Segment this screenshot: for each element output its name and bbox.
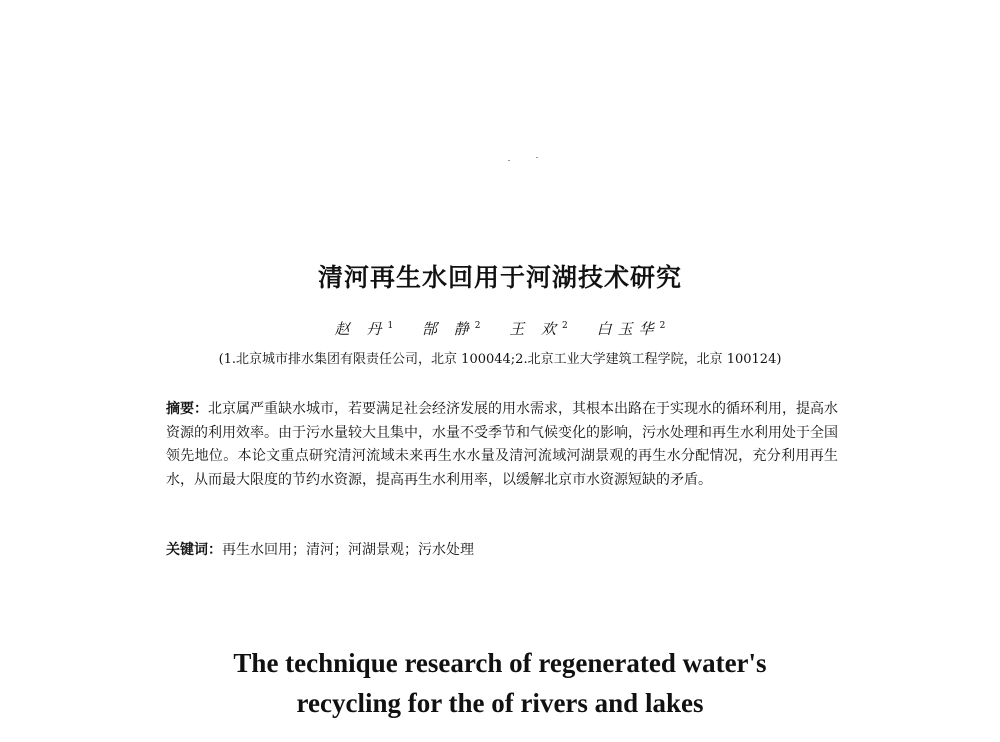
author-list	[0, 318, 1000, 339]
author-affil-mark: 1	[387, 321, 394, 331]
author	[509, 318, 568, 339]
author-name: 赵 丹	[334, 320, 388, 338]
english-title-line-2: recycling for the of rivers and lakes	[296, 688, 704, 718]
author	[597, 318, 666, 339]
english-title	[0, 643, 1000, 723]
affiliation: (1.北京城市排水集团有限责任公司，北京 100044;2.北京工业大学建筑工程学院，北京 100124)	[218, 352, 782, 367]
keywords-label: 关键词：	[166, 542, 222, 558]
scan-speck	[536, 157, 538, 158]
abstract-label: 摘要：	[166, 401, 208, 417]
author	[335, 318, 394, 339]
author-affil-mark: 2	[659, 321, 666, 331]
author-affil-mark: 2	[562, 321, 568, 331]
scan-speck	[508, 160, 510, 161]
author-name: 郜 静	[421, 320, 475, 338]
abstract	[166, 398, 838, 492]
author-name: 白玉华	[596, 320, 660, 338]
author	[422, 318, 481, 339]
abstract-text: 北京属严重缺水城市，若要满足社会经济发展的用水需求，其根本出路在于实现水的循环利用，提高水资源的利用效率。由于污水量较大且集中，水量不受季节和气候变化的影响，污水处理和再生水利用处于全国领先地位。本论文重点研究清河流域未来再生水水量及清河流域河湖景观的再生水分配情况，充分利用再生水，从而最大限度的节约水资源，提高再生水利用率，以缓解北京市水资源短缺的矛盾。	[166, 401, 838, 488]
chinese-title: 清河再生水回用于河湖技术研究	[317, 263, 682, 292]
english-title-line-1: The technique research of regenerated water's	[233, 648, 767, 678]
keywords	[166, 539, 838, 562]
author-name: 王 欢	[509, 320, 563, 338]
author-affil-mark: 2	[474, 321, 481, 331]
keywords-text: 再生水回用；清河；河湖景观；污水处理	[222, 542, 474, 558]
